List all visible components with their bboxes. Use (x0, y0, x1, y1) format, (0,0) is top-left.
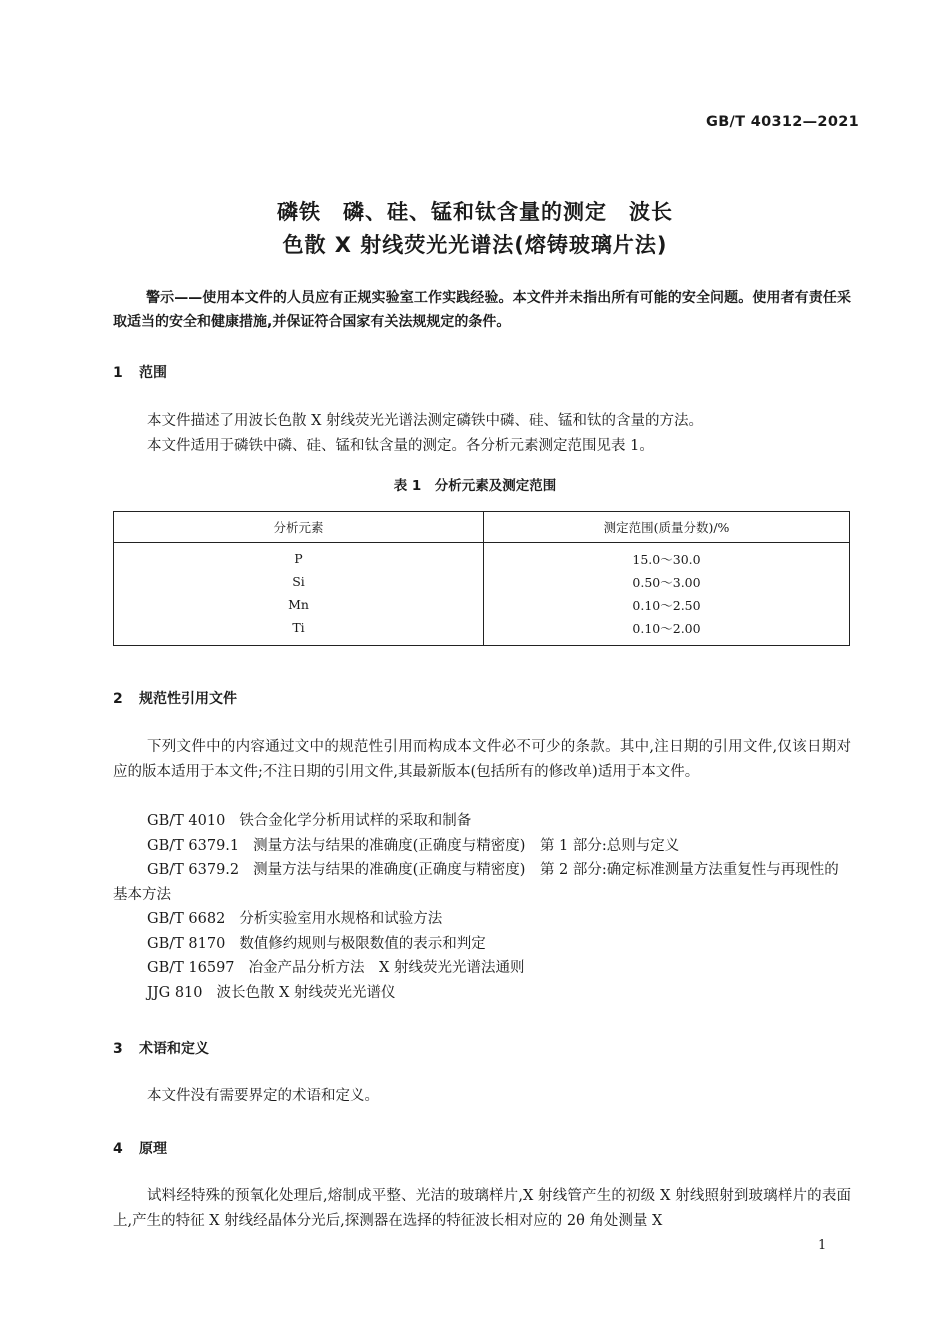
section-number: 2 (113, 691, 123, 707)
reference-code: GB/T 6379.1 (147, 837, 240, 854)
terms-paragraph: 本文件没有需要界定的术语和定义。 (147, 1088, 379, 1104)
reference-title: 测量方法与结果的准确度(正确度与精密度) 第 1 部分:总则与定义 (253, 837, 680, 854)
table-header-row (114, 512, 850, 543)
reference-title: 测量方法与结果的准确度(正确度与精密度) 第 2 部分:确定标准测量方法重复性与再现性的基本方法 (113, 862, 839, 903)
section-title: 规范性引用文件 (139, 691, 237, 707)
reference-code: JJG 810 (147, 984, 203, 1001)
table-cell-element: P (294, 551, 303, 566)
section-heading-1 (113, 362, 167, 382)
section-title: 术语和定义 (139, 1041, 209, 1057)
element-range-table (113, 511, 850, 646)
table-row (114, 543, 850, 571)
table-row (114, 570, 850, 593)
reference-title: 数值修约规则与极限数值的表示和判定 (239, 935, 486, 952)
table-cell-range: 0.10～2.00 (484, 616, 850, 646)
reference-item (113, 907, 851, 932)
section-number: 1 (113, 365, 123, 381)
reference-title: 冶金产品分析方法 X 射线荧光光谱法通则 (248, 960, 525, 976)
references-intro-block (113, 735, 851, 784)
reference-item (113, 858, 851, 907)
principle-paragraph: 试料经特殊的预氧化处理后,熔制成平整、光洁的玻璃样片,X 射线管产生的初级 X 射线照射到玻璃样片的表面上,产生的特征 X 射线经晶体分光后,探测器在选择的特征波长相对应的 2θ 角处测量 X (113, 1188, 851, 1229)
document-title-line1: 磷铁 磷、硅、锰和钛含量的测定 波长 (277, 200, 673, 224)
reference-code: GB/T 6682 (147, 911, 226, 927)
section-number: 3 (113, 1041, 123, 1057)
table-header-cell: 分析元素 (114, 512, 484, 543)
section-heading-3 (113, 1038, 209, 1058)
document-title-line2: 色散 X 射线荧光光谱法(熔铸玻璃片法) (282, 233, 668, 257)
reference-item (113, 932, 851, 957)
section-title: 范围 (139, 365, 167, 381)
table-cell-range: 0.10～2.50 (484, 593, 850, 616)
table-row (114, 616, 850, 646)
reference-title: 铁合金化学分析用试样的采取和制备 (239, 813, 472, 829)
warning-block (113, 286, 851, 334)
terms-block (113, 1084, 851, 1109)
section-heading-2 (113, 688, 237, 708)
reference-code: GB/T 6379.2 (147, 862, 240, 878)
reference-item (113, 834, 851, 859)
table-cell-range: 15.0～30.0 (484, 543, 850, 571)
reference-code: GB/T 8170 (147, 935, 226, 952)
principle-block (113, 1184, 851, 1233)
table-cell-range: 0.50～3.00 (484, 570, 850, 593)
section-title: 原理 (139, 1141, 167, 1157)
reference-title: 波长色散 X 射线荧光光谱仪 (216, 984, 396, 1001)
table-cell-element: Mn (288, 597, 309, 612)
page-number: 1 (818, 1238, 827, 1253)
reference-item (113, 956, 851, 981)
reference-list (113, 809, 851, 1005)
table-cell-element: Si (292, 574, 305, 589)
warning-text: 警示——使用本文件的人员应有正规实验室工作实践经验。本文件并未指出所有可能的安全问题。使用者有责任采取适当的安全和健康措施,并保证符合国家有关法规规定的条件。 (113, 290, 851, 330)
table-caption: 表 1 分析元素及测定范围 (393, 478, 557, 494)
scope-paragraph-2: 本文件适用于磷铁中磷、硅、锰和钛含量的测定。各分析元素测定范围见表 1。 (147, 437, 654, 454)
scope-paragraphs (113, 409, 851, 458)
scope-paragraph-1: 本文件描述了用波长色散 X 射线荧光光谱法测定磷铁中磷、硅、锰和钛的含量的方法。 (147, 413, 704, 429)
reference-code: GB/T 4010 (147, 813, 226, 829)
reference-title: 分析实验室用水规格和试验方法 (239, 911, 443, 927)
section-heading-4 (113, 1138, 167, 1158)
table-header-cell: 测定范围(质量分数)/% (484, 512, 850, 543)
table-row (114, 593, 850, 616)
standard-code: GB/T 40312—2021 (706, 114, 859, 130)
references-intro: 下列文件中的内容通过文中的规范性引用而构成本文件必不可少的条款。其中,注日期的引用文件,仅该日期对应的版本适用于本文件;不注日期的引用文件,其最新版本(包括所有的修改单)适用于本文件。 (113, 739, 851, 780)
reference-item (113, 981, 851, 1006)
reference-code: GB/T 16597 (147, 960, 235, 976)
reference-item (113, 809, 851, 834)
section-number: 4 (113, 1141, 123, 1157)
table-cell-element: Ti (292, 620, 305, 635)
